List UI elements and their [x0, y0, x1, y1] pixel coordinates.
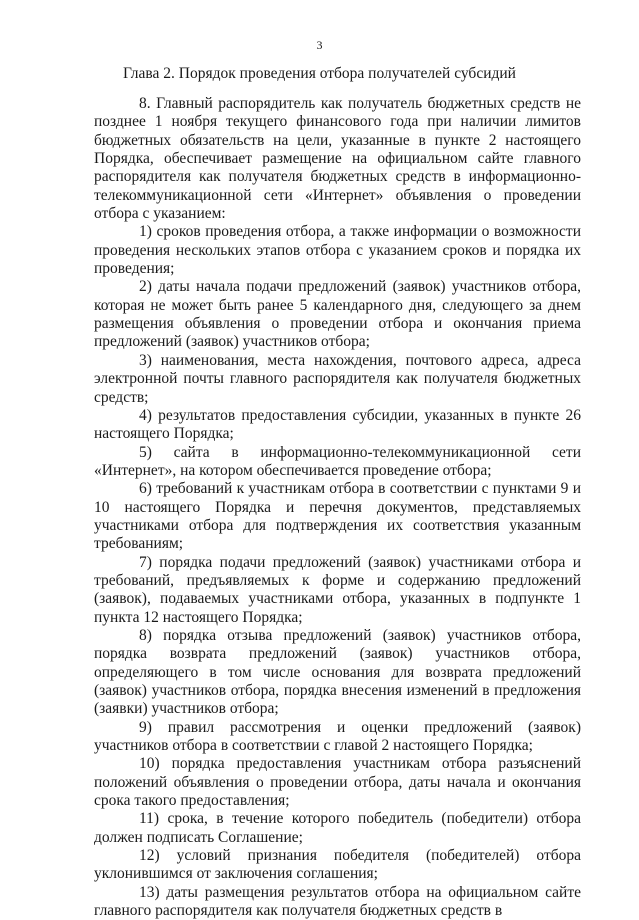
paragraph: 9) правил рассмотрения и оценки предложений (заявок) участников отбора в соответствии с главой 2 настоящего Порядка; — [94, 718, 581, 755]
paragraph: 10) порядка предоставления участникам отбора разъяснений положений объявления о проведении отбора, даты начала и окончания срока такого предоставления; — [94, 755, 581, 810]
paragraph: 7) порядка подачи предложений (заявок) участниками отбора и требований, предъявляемых к форме и содержанию предложений (заявок), подаваемых участниками отбора, указанных в подпункте 1 пункта 12 настоящего Порядка; — [94, 553, 581, 626]
paragraph: 11) срока, в течение которого победитель (победители) отбора должен подписать Соглашение; — [94, 810, 581, 846]
document-body — [94, 95, 581, 920]
page-number: 3 — [316, 38, 323, 52]
paragraph: 13) даты размещения результатов отбора на официальном сайте главного распорядителя как получателя бюджетных средств в — [94, 883, 581, 920]
paragraph: 8. Главный распорядитель как получатель бюджетных средств не позднее 1 ноября текущего финансового года при наличии лимитов бюджетных обязательств на цели, указанные в пункте 2 настоящего Порядка, обеспечивает размещение на официальном сайте главного распорядителя как получателя бюджетных средств в информационно-телекоммуникационной сети «Интернет» объявления о проведении отбора с указанием: — [94, 95, 581, 223]
chapter-heading: Глава 2. Порядок проведения отбора получателей субсидий — [123, 65, 516, 82]
paragraph: 6) требований к участникам отбора в соответствии с пунктами 9 и 10 настоящего Порядка и перечня документов, представляемых участниками отбора для подтверждения их соответствия указанным требованиям; — [94, 480, 581, 553]
paragraph: 5) сайта в информационно-телекоммуникационной сети «Интернет», на котором обеспечивается проведение отбора; — [94, 443, 581, 479]
paragraph: 4) результатов предоставления субсидии, указанных в пункте 26 настоящего Порядка; — [94, 406, 581, 443]
paragraph: 2) даты начала подачи предложений (заявок) участников отбора, которая не может быть ранее 5 календарного дня, следующего за днем размещения объявления о проведении отбора и окончания приема предложений (заявок) участников отбора; — [94, 278, 581, 351]
paragraph: 3) наименования, места нахождения, почтового адреса, адреса электронной почты главного распорядителя как получателя бюджетных средств; — [94, 351, 581, 406]
paragraph: 1) сроков проведения отбора, а также информации о возможности проведения нескольких этапов отбора с указанием сроков и порядка их проведения; — [94, 223, 581, 278]
paragraph: 12) условий признания победителя (победителей) отбора уклонившимся от заключения соглашения; — [94, 847, 581, 883]
paragraph: 8) порядка отзыва предложений (заявок) участников отбора, порядка возврата предложений (заявок) участников отбора, определяющего в том числе основания для возврата предложений (заявок) участников отбора, порядка внесения изменений в предложения (заявки) участников отбора; — [94, 626, 581, 718]
